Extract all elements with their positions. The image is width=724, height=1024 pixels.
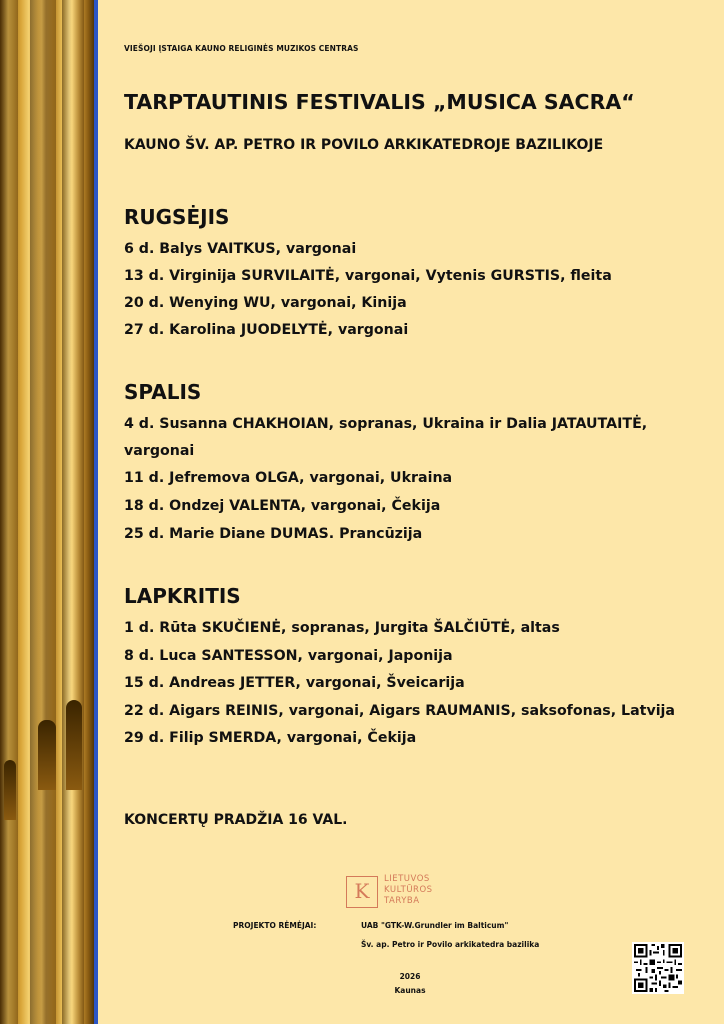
concert-line: 22 d. Aigars REINIS, vargonai, Aigars RAUMANIS, saksofonas, Latvija bbox=[124, 703, 675, 719]
logo-line: KULTŪROS bbox=[384, 885, 433, 895]
concert-line: 13 d. Virginija SURVILAITĖ, vargonai, Vytenis GURSTIS, fleita bbox=[124, 268, 612, 284]
footer-city: Kaunas bbox=[394, 986, 426, 995]
concert-line: 8 d. Luca SANTESSON, vargonai, Japonija bbox=[124, 648, 453, 664]
concert-line: 15 d. Andreas JETTER, vargonai, Šveicarija bbox=[124, 675, 465, 691]
concert-line: vargonai bbox=[124, 443, 195, 459]
qr-code-icon[interactable] bbox=[632, 942, 684, 994]
concert-line: 11 d. Jefremova OLGA, vargonai, Ukraina bbox=[124, 470, 453, 486]
concert-line: 6 d. Balys VAITKUS, vargonai bbox=[124, 241, 357, 257]
concert-line: 18 d. Ondzej VALENTA, vargonai, Čekija bbox=[124, 498, 441, 514]
logo-text bbox=[384, 874, 433, 907]
concert-line: 27 d. Karolina JUODELYTĖ, vargonai bbox=[124, 322, 409, 338]
concert-line: 4 d. Susanna CHAKHOIAN, sopranas, Ukraina ir Dalia JATAUTAITĖ, bbox=[124, 416, 648, 432]
concert-line: 1 d. Rūta SKUČIENĖ, sopranas, Jurgita ŠALČIŪTĖ, altas bbox=[124, 620, 560, 636]
month-heading-september: RUGSĖJIS bbox=[124, 205, 230, 229]
supporter-item: UAB "GTK-W.Grundler im Balticum" bbox=[361, 921, 509, 930]
festival-venue: KAUNO ŠV. AP. PETRO IR POVILO ARKIKATEDROJE BAZILIKOJE bbox=[124, 137, 604, 153]
logo-line: LIETUVOS bbox=[384, 874, 430, 884]
organ-pipe-mouth bbox=[4, 760, 16, 820]
supporters-label: PROJEKTO RĖMĖJAI: bbox=[233, 921, 317, 930]
concert-start-time: KONCERTŲ PRADŽIA 16 VAL. bbox=[124, 812, 348, 828]
accent-bar bbox=[94, 0, 98, 1024]
concert-line: 20 d. Wenying WU, vargonai, Kinija bbox=[124, 295, 407, 311]
organ-pipe bbox=[62, 0, 84, 1024]
organ-pipe bbox=[30, 0, 56, 1024]
organ-pipe-mouth bbox=[38, 720, 56, 790]
festival-title: TARPTAUTINIS FESTIVALIS „MUSICA SACRA“ bbox=[124, 90, 635, 114]
month-heading-october: SPALIS bbox=[124, 380, 202, 404]
organ-pipe-mouth bbox=[66, 700, 82, 790]
concert-line: 29 d. Filip SMERDA, vargonai, Čekija bbox=[124, 730, 417, 746]
concert-line: 25 d. Marie Diane DUMAS. Prancūzija bbox=[124, 526, 423, 542]
council-logo bbox=[346, 873, 456, 913]
logo-k-icon: K bbox=[346, 876, 378, 908]
organ-pipe bbox=[0, 0, 18, 1024]
organ-pipes-image bbox=[0, 0, 96, 1024]
organization-name: VIEŠOJI ĮSTAIGA KAUNO RELIGINĖS MUZIKOS CENTRAS bbox=[124, 44, 359, 53]
month-heading-november: LAPKRITIS bbox=[124, 584, 241, 608]
supporter-item: Šv. ap. Petro ir Povilo arkikatedra bazilika bbox=[361, 940, 540, 949]
footer-year: 2026 bbox=[399, 972, 421, 981]
logo-line: TARYBA bbox=[384, 896, 420, 906]
